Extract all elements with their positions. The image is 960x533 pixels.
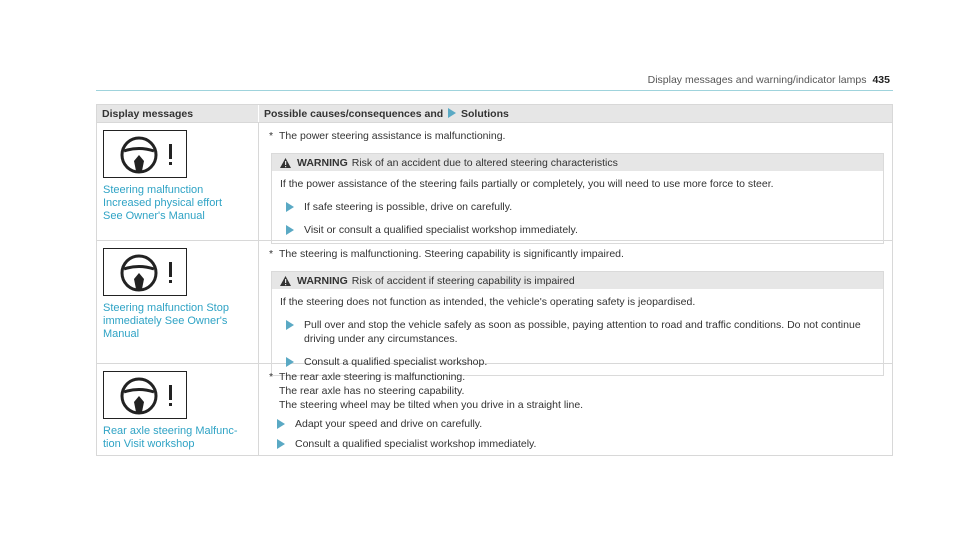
step-arrow-icon <box>286 320 294 330</box>
warning-text: If the steering does not function as intended, the vehicle's operating safety is jeopardised. <box>280 296 696 308</box>
warning-triangle-icon <box>280 276 291 286</box>
display-messages-table <box>96 104 893 456</box>
display-message: Rear axle steering Malfunc- tion Visit workshop <box>103 425 238 450</box>
cause-text: * The steering is malfunctioning. Steering capability is significantly impaired. <box>269 248 624 260</box>
warning-triangle-icon <box>280 158 291 168</box>
table-header <box>97 105 892 122</box>
page-header <box>648 74 890 86</box>
cause-text: * The rear axle steering is malfunctioning. <box>269 371 466 383</box>
solution-step: Consult a qualified specialist workshop immediately. <box>267 437 884 451</box>
step-arrow-icon <box>286 225 294 235</box>
cause-detail: The steering wheel may be tilted when you drive in a straight line. <box>279 399 584 411</box>
display-message: Steering malfunction Increased physical effort See Owner's Manual <box>103 184 223 222</box>
table-row <box>97 363 892 455</box>
solution-step: Adapt your speed and drive on carefully. <box>267 417 884 431</box>
steering-wheel-warning-icon <box>103 371 187 419</box>
table-row <box>97 240 892 368</box>
step-arrow-icon <box>286 202 294 212</box>
warning-header: WARNING Risk of an accident due to altered steering characteristics <box>272 154 883 171</box>
table-row <box>97 122 892 240</box>
cause-detail: The rear axle has no steering capability. <box>279 385 465 397</box>
warning-header: WARNING Risk of accident if steering capability is impaired <box>272 272 883 289</box>
cause-text: * The power steering assistance is malfunctioning. <box>269 130 506 142</box>
solution-step: Consult a qualified specialist workshop. <box>280 355 875 369</box>
steering-wheel-warning-icon <box>103 130 187 178</box>
step-arrow-icon <box>277 419 285 429</box>
page-number: 435 <box>872 74 890 86</box>
warning-box <box>271 153 884 244</box>
solution-step: If safe steering is possible, drive on carefully. <box>280 200 875 214</box>
header-title: Display messages and warning/indicator lamps <box>647 74 867 86</box>
step-arrow-icon <box>277 439 285 449</box>
display-message: Steering malfunction Stop immediately See Owner's Manual <box>103 302 229 340</box>
solution-step: Visit or consult a qualified specialist workshop immediately. <box>280 223 875 237</box>
warning-box <box>271 271 884 376</box>
header-rule <box>96 90 893 91</box>
solution-arrow-icon <box>448 108 456 118</box>
warning-text: If the power assistance of the steering fails partially or completely, you will need to use more force to steer. <box>280 178 774 190</box>
col-header-display-messages: Display messages <box>97 105 259 122</box>
solution-step: Pull over and stop the vehicle safely as soon as possible, paying attention to road and traffic conditions. Do not continue driving under any circumstances. <box>280 318 875 346</box>
step-arrow-icon <box>286 357 294 367</box>
steering-wheel-warning-icon <box>103 248 187 296</box>
col-header-causes-solutions: Possible causes/consequences and Solutions <box>264 108 509 120</box>
